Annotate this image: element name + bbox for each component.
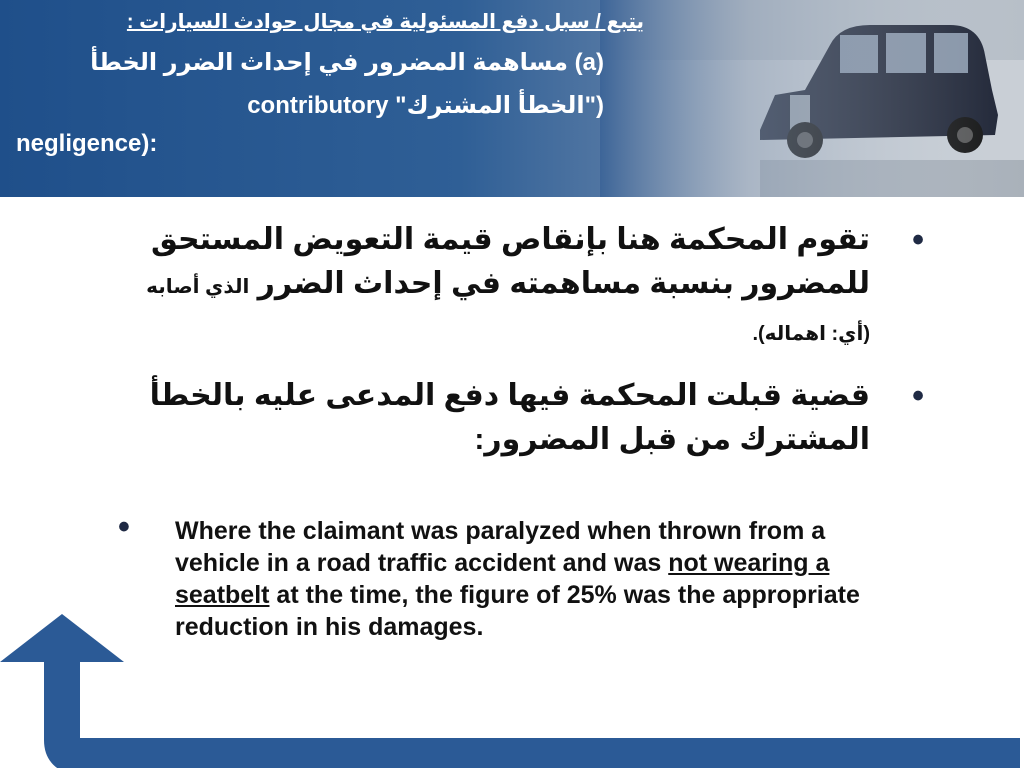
title-banner bbox=[0, 0, 1024, 197]
bullet-icon: • bbox=[912, 221, 924, 259]
header-subtitle-1: (a) مساهمة المضرور في إحداث الضرر الخطأ bbox=[90, 49, 604, 76]
bullet-item-2 bbox=[110, 374, 930, 462]
bullet-icon: • bbox=[118, 508, 130, 546]
page-number: 14 bbox=[986, 722, 1002, 738]
bullet-text-small: الذي أصابه (أي: اهماله). bbox=[146, 276, 870, 345]
bullet-text: تقوم المحكمة هنا بإنقاص قيمة التعويض المستحق للمضرور بنسبة مساهمته في إحداث الضرر bbox=[150, 223, 870, 300]
bullet-item-1 bbox=[110, 218, 930, 356]
header-subtitle-2: ("الخطأ المشترك" contributory bbox=[247, 92, 604, 119]
bullet-text: قضية قبلت المحكمة فيها دفع المدعى عليه بالخطأ المشترك من قبل المضرور: bbox=[149, 379, 870, 456]
header-title: يتبع / سبل دفع المسئولية في مجال حوادث السيارات : bbox=[126, 11, 644, 33]
bullet-icon: • bbox=[912, 377, 924, 415]
taxi-photo bbox=[600, 0, 1024, 197]
underlined-phrase: not wearing a seatbelt bbox=[175, 549, 830, 609]
arabic-bullet-list bbox=[110, 218, 930, 480]
header-subtitle-3: negligence): bbox=[16, 130, 158, 157]
return-arrow-icon bbox=[0, 600, 1024, 768]
english-paragraph: Where the claimant was paralyzed when thrown from a vehicle in a road traffic accident and was not wearing a seatbelt at the time, the figure of 25% was the appropriate reduction in his damages. bbox=[175, 517, 860, 641]
